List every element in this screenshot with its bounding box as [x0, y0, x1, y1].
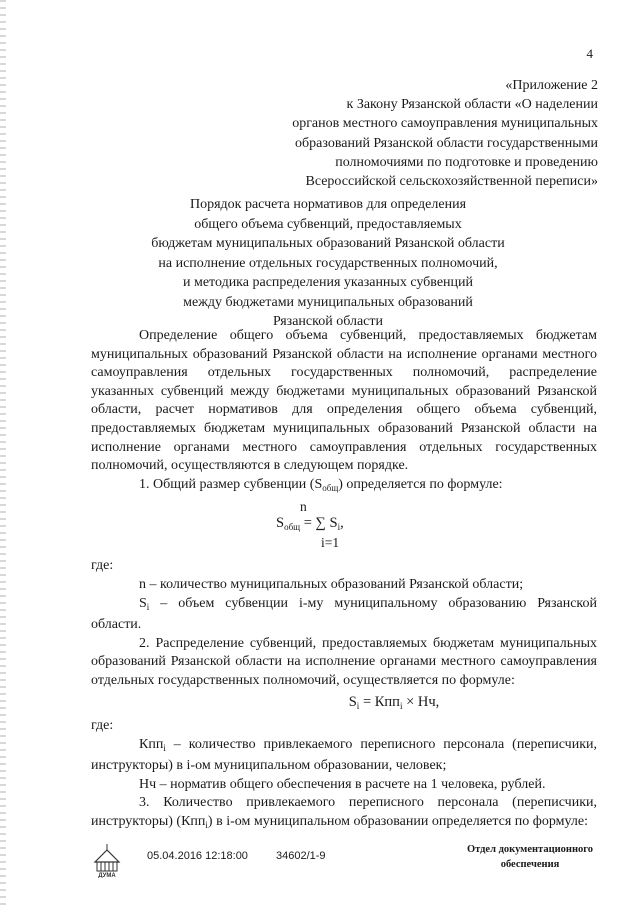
title-line: бюджетам муниципальных образований Рязанской области	[151, 236, 505, 251]
title-line: Рязанской области	[272, 314, 384, 329]
appendix-line: органов местного самоуправления муниципальных	[292, 116, 598, 132]
formula-rhs: = ∑ S	[300, 515, 338, 532]
department-stamp	[460, 842, 600, 872]
appendix-line: полномочиями по подготовке и проведению	[335, 154, 598, 170]
title-line: и методика распределения указанных субвенций	[182, 275, 474, 290]
sum-upper-limit: n	[300, 499, 307, 515]
paragraph-3	[91, 794, 597, 834]
formula-rhs-sub: i	[337, 522, 341, 533]
appendix-header	[218, 76, 598, 191]
registration-footer	[90, 840, 600, 884]
intro-paragraph: Определение общего объема субвенций, предоставляемых бюджетам муниципальных образований Рязанской области на исполнение органами местного самоуправления отдельных государственных полномочий, распределение указанных субвенций между бюджетами муниципальных образований Рязанской области, расчет нормативов для определения общего объема субвенций, предоставляемых бюджетам муниципальных образований Рязанской области на исполнение органами местного самоуправления отдельных государственных полномочий, осуществляются в следующем порядке.	[91, 328, 597, 474]
title-line: на исполнение отдельных государственных полномочий,	[158, 255, 498, 271]
formula2-end: × Нч,	[402, 693, 440, 710]
def-kpp-text: – количество привлекаемого переписного персонала (переписчики, инструкторы) в i-ом муниципальном образовании, человек;	[91, 736, 597, 774]
seal-label: ДУМА	[98, 873, 116, 878]
document-body	[91, 327, 597, 835]
appendix-line: Всероссийской сельскохозяйственной переписи»	[305, 174, 598, 190]
formula-lhs: S	[276, 515, 285, 532]
def-kpp-symbol: Кпп	[139, 736, 164, 752]
p3-sub: i	[205, 820, 208, 831]
p3-text: 3. Количество привлекаемого переписного персонала (переписчики, инструкторы) (Кпп	[91, 795, 597, 830]
formula2-s: S	[348, 693, 357, 710]
definition-si	[91, 595, 597, 635]
where-label-2: где:	[91, 718, 114, 734]
department-line: обеспечения	[500, 859, 560, 870]
p1-subscript: общ	[322, 482, 339, 493]
appendix-line: «Приложение 2	[505, 78, 598, 93]
appendix-line: образований Рязанской области государственными	[295, 135, 598, 151]
title-line: между бюджетами муниципальных образований	[183, 294, 473, 310]
p1-text-end: ) определяется по формуле:	[338, 476, 503, 492]
title-line: общего объема субвенций, предоставляемых	[194, 216, 462, 232]
definition-n: n – количество муниципальных образований Рязанской области;	[139, 576, 524, 592]
definition-kpp	[91, 736, 597, 776]
definition-nch: Нч – норматив общего обеспечения в расчете на 1 человека, рублей.	[139, 776, 546, 792]
formula2-mid-sub: i	[399, 700, 403, 711]
formula-total-subvention	[91, 498, 597, 554]
paragraph-2: 2. Распределение субвенций, предоставляемых бюджетам муниципальных образований Рязанской области на исполнение органами местного самоуправления отдельных государственных полномочий, осуществляется по формуле:	[91, 635, 597, 688]
registration-date: 05.04.2016 12:18:00	[147, 850, 248, 862]
document-title	[120, 195, 536, 332]
formula-lhs-sub: общ	[284, 522, 301, 533]
sum-lower-limit: i=1	[321, 535, 340, 551]
p3-text-end: ) в i-ом муниципальном образовании определяется по формуле:	[207, 814, 588, 830]
where-label: где:	[91, 558, 114, 574]
formula-end: ,	[340, 515, 344, 532]
formula2-s-sub: i	[356, 700, 360, 711]
department-line: Отдел документационного	[466, 844, 594, 855]
def-si-symbol: S	[139, 595, 147, 611]
appendix-line: к Закону Рязанской области «О наделении	[346, 97, 598, 113]
def-si-text: – объем субвенции i-му муниципальному образованию Рязанской области.	[91, 595, 597, 633]
p1-text: 1. Общий размер субвенции (S	[139, 476, 323, 492]
formula-distribution	[91, 693, 597, 716]
duma-seal-icon	[90, 840, 124, 878]
paragraph-1	[91, 476, 597, 498]
title-line: Порядок расчета нормативов для определения	[189, 197, 467, 212]
registration-number: 34602/1-9	[276, 850, 326, 862]
def-kpp-sub: i	[163, 742, 166, 753]
formula2-mid: = Кпп	[359, 693, 400, 710]
page-number: 4	[586, 46, 593, 61]
scan-edge	[0, 0, 6, 905]
def-si-sub: i	[146, 601, 150, 612]
